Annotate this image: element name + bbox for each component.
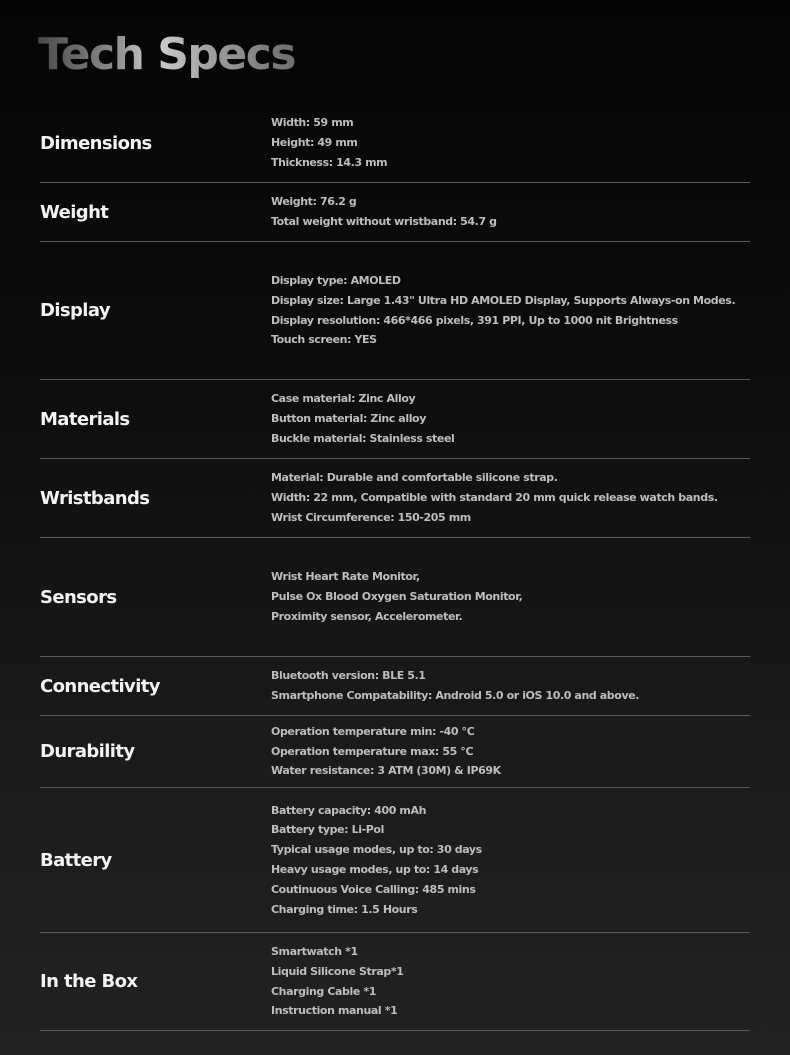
spec-value: Smartwatch *1 xyxy=(271,944,358,958)
spec-row-materials xyxy=(40,380,750,459)
spec-row-connectivity xyxy=(40,657,750,716)
spec-values xyxy=(271,113,750,172)
spec-value: Display type: AMOLED xyxy=(271,273,401,287)
spec-value: Bluetooth version: BLE 5.1 xyxy=(271,669,426,683)
spec-value: Smartphone Compatability: Android 5.0 or iOS 10.0 and above. xyxy=(271,689,640,702)
spec-label: Materials xyxy=(40,408,130,430)
spec-value: Material: Durable and comfortable silicone strap. xyxy=(271,471,558,485)
spec-values xyxy=(271,722,750,781)
spec-value: Buckle material: Stainless steel xyxy=(271,431,455,445)
spec-label: In the Box xyxy=(40,971,138,992)
spec-row-battery xyxy=(40,788,750,933)
spec-value: Pulse Ox Blood Oxygen Saturation Monitor, xyxy=(271,590,523,604)
spec-row-dimensions xyxy=(40,104,750,183)
spec-row-sensors xyxy=(40,538,750,657)
spec-label: Display xyxy=(40,300,111,321)
spec-values xyxy=(271,942,750,1021)
spec-label: Sensors xyxy=(40,586,117,608)
spec-label: Wristbands xyxy=(40,487,150,509)
spec-value: Water resistance: 3 ATM (30M) & IP69K xyxy=(271,764,501,778)
spec-value: Heavy usage modes, up to: 14 days xyxy=(271,863,479,876)
spec-value: Height: 49 mm xyxy=(271,136,358,150)
spec-values xyxy=(271,271,750,350)
spec-value: Wrist Heart Rate Monitor, xyxy=(271,570,420,584)
spec-label: Battery xyxy=(40,849,112,871)
spec-value: Operation temperature min: -40 ℃ xyxy=(271,724,475,738)
spec-label: Dimensions xyxy=(40,132,152,154)
spec-value: Thickness: 14.3 mm xyxy=(271,155,388,169)
spec-values xyxy=(271,468,750,527)
spec-value: Charging time: 1.5 Hours xyxy=(271,902,418,916)
spec-value: Proximity sensor, Accelerometer. xyxy=(271,609,463,623)
spec-values xyxy=(271,389,750,448)
specs-table xyxy=(40,104,750,1031)
spec-values xyxy=(271,567,750,626)
spec-label: Weight xyxy=(40,201,109,223)
spec-value: Operation temperature max: 55 ℃ xyxy=(271,744,474,758)
spec-value: Button material: Zinc alloy xyxy=(271,412,426,426)
spec-value: Display resolution: 466*466 pixels, 391 PPI, Up to 1000 nit Brightness xyxy=(271,313,678,327)
spec-value: Coutinuous Voice Calling: 485 mins xyxy=(271,882,476,896)
spec-row-display xyxy=(40,242,750,380)
spec-values xyxy=(271,192,750,232)
spec-value: Display size: Large 1.43" Ultra HD AMOLED Display, Supports Always-on Modes. xyxy=(271,293,736,307)
spec-value: Weight: 76.2 g xyxy=(271,195,357,209)
spec-value: Liquid Silicone Strap*1 xyxy=(271,964,404,978)
spec-value: Battery capacity: 400 mAh xyxy=(271,803,426,817)
spec-label: Durability xyxy=(40,741,135,762)
spec-value: Width: 59 mm xyxy=(271,116,354,130)
spec-value: Wrist Circumference: 150-205 mm xyxy=(271,510,471,524)
spec-values xyxy=(271,801,750,920)
spec-value: Instruction manual *1 xyxy=(271,1004,398,1018)
spec-value: Width: 22 mm, Compatible with standard 20 mm quick release watch bands. xyxy=(271,491,718,505)
spec-row-weight xyxy=(40,183,750,242)
page-title: Tech Specs xyxy=(38,26,295,84)
spec-value: Case material: Zinc Alloy xyxy=(271,392,416,406)
spec-value: Typical usage modes, up to: 30 days xyxy=(271,843,482,857)
spec-value: Charging Cable *1 xyxy=(271,984,376,998)
spec-row-durability xyxy=(40,716,750,788)
spec-row-wristbands xyxy=(40,459,750,538)
spec-value: Total weight without wristband: 54.7 g xyxy=(271,215,497,228)
spec-row-in-the-box xyxy=(40,933,750,1031)
spec-value: Battery type: Li-Pol xyxy=(271,823,384,837)
spec-values xyxy=(271,666,750,706)
spec-value: Touch screen: YES xyxy=(271,333,377,347)
spec-label: Connectivity xyxy=(40,675,160,697)
